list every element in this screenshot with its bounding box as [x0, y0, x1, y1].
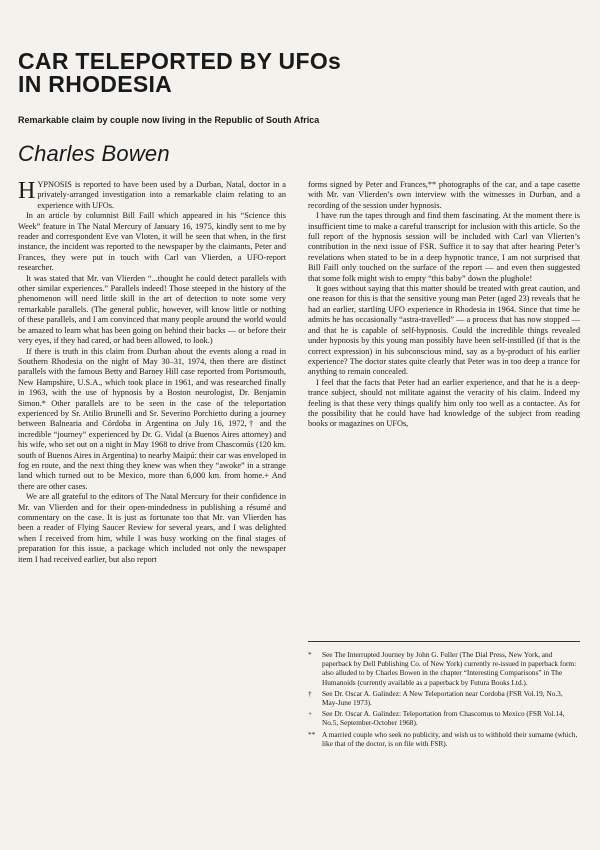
- footnote-text: A married couple who seek no publicity, and wish us to withhold their surname (which, like that of the doctor, is on file with FSR).: [322, 729, 578, 748]
- footnote: [308, 689, 580, 707]
- paragraph-9: I feel that the facts that Peter had an earlier experience, and that he is a deep-trance subject, should not militate against the veracity of his claim. Indeed my feeling is that these very things qualify him only too well as a contactee. As for the possibility that he could have had knowledge of the subject from reading books or magazines on UFOs,: [308, 377, 580, 429]
- article-subhead: Remarkable claim by couple now living in the Republic of South Africa: [18, 115, 320, 125]
- footnote-text: See Dr. Oscar A. Galindez: A New Teleportation near Cordoba (FSR Vol.19, No.3, May-June 1973).: [322, 688, 563, 708]
- footnote-text: See The Interrupted Journey by John G. Fuller (The Dial Press, New York, and paperback by Dell Publishing Co. of New York) currently re-issued in paperback form: also alluded to by Charles Bowen in the chapter “Interesting Comparisons” in The Humanoids (currently available as a paperback by Futura Books Ltd.).: [322, 650, 577, 687]
- drop-cap: H: [18, 178, 36, 204]
- footnote-divider: [308, 641, 580, 642]
- article-author: Charles Bowen: [18, 141, 170, 166]
- right-column: [308, 180, 580, 430]
- paragraph-8: It goes without saying that this matter should be treated with great caution, and one reason for this is that the sensitive young man Peter (aged 23) reveals that he had an earlier, startling UFO experience in Rhodesia in 1964. Since that time he admits he has occasionally “astra-travelled” — a process that has now stopped — and that he is capable of self-hypnosis. Could the incredible things revealed under hypnosis by this young man possibly have been self-instilled (if that is the correct expression) in his subconscious mind, say as a by-product of his earlier experience? The doctor states quite clearly that Peter was in too deep a trance for anything to remain concealed.: [308, 284, 580, 377]
- article-headline: [18, 50, 578, 96]
- footnote-mark: *: [308, 650, 312, 659]
- footnote: [308, 709, 580, 727]
- footnote-text: See Dr. Oscar A. Galindez: Teleportation from Chascomus to Mexico (FSR Vol.14, No.5, September-October 1968).: [322, 709, 565, 728]
- paragraph-5: We are all grateful to the editors of The Natal Mercury for their confidence in Mr. van Vlierden and for their open-mindedness in publishing a résumé and commentary on the case. It is just as fortunate too that Mr. van Vlierden has been a reader of Flying Saucer Review for several years, and I was delighted when I received from him, while I was busy working on the final stages of preparation for this issue, a package which included not only the newspaper item I had received earlier, but also report: [18, 492, 286, 564]
- footnote: [308, 650, 580, 687]
- footnote-mark: †: [308, 688, 312, 698]
- left-column: [18, 180, 286, 565]
- paragraph-6: forms signed by Peter and Frances,** photographs of the car, and a tape casette with Mr. van Vlierden’s own interview with the witnesses in Durban, and a recording of the session under hypnosis.: [308, 180, 580, 210]
- footnote-mark: +: [308, 709, 313, 719]
- footnote: [308, 730, 580, 748]
- paragraph-3: It was stated that Mr. van Vlierden “...thought he could detect parallels with other similar experiences.” Parallels indeed! Those steeped in the history of the phenomenon will need little skill in the art of detection to note some very remarkable parallels. (The general public, however, will know little or nothing of these parallels, and I am convinced that many people around the world would be amazed to learn what has been going on behind their backs — or before their very eyes, if they had cared, or had been allowed, to look.): [18, 273, 286, 346]
- footnotes: [308, 650, 580, 750]
- paragraph-1: HYPNOSIS is reported to have been used by a Durban, Natal, doctor in a privately-arranged investigation into a remarkable claim relating to an experience with UFOs.: [18, 178, 286, 210]
- paragraph-2: In an article by columnist Bill Faill which appeared in his “Science this Week” feature in The Natal Mercury of January 16, 1975, kindly sent to me by reader and correspondent Eve van Vloten, it will be seen that when, in the first instance, the incident was reported to the newspaper by the claimants, Peter and Frances, they were put in touch with Carl van Vlierden, a UFO-report researcher.: [18, 211, 286, 273]
- headline-line-1: CAR TELEPORTED BY UFOs: [18, 48, 342, 74]
- footnote-mark: **: [308, 729, 316, 739]
- paragraph-4: If there is truth in this claim from Durban about the events along a road in Southern Rhodesia on the night of May 30–31, 1974, then there are distinct parallels with the famous Betty and Barney Hill case reported from Portsmouth, New Hampshire, U.S.A., which took place in 1961, and was researched finally in 1963, with the use of hypnosis by a Boston neurologist, Dr. Benjamin Simon.* Other parallels are to be seen in the case of the teleportation experienced by Sr. Atilio Brunelli and Sr. Severino Porchietto during a journey between Balnearia and Córdoba in Argentina on July 16, 1972,† and the incredible “journey” experienced by Dr. G. Vidal (a Buenos Aires attorney) and his wife, who set out on a night in May 1968 to drive from Chascomús (120 km. south of Buenos Aires in Argentina) to nearby Maipú: their car was enveloped in fog en route, and the next thing they knew was when they “awoke” in a strange land which turned out to be Mexico, more than 6,000 km. from home.+ And there are other cases.: [18, 346, 286, 491]
- paragraph-7: I have run the tapes through and find them fascinating. At the moment there is insufficient time to make a careful transcript for inclusion with this article. So the full report of the hypnosis session will be included with Carl van Vlierten’s contribution in the next issue of FSR. Suffice it to say that after hearing Peter’s revelations when stated to be in a deep hypnotic trance, I am not surprised that Bill Faill only touched on the surface of the report — and even then suggested that some folk might wish to empty “this baby” down the plughole!: [308, 211, 580, 283]
- headline-line-2: IN RHODESIA: [18, 71, 173, 97]
